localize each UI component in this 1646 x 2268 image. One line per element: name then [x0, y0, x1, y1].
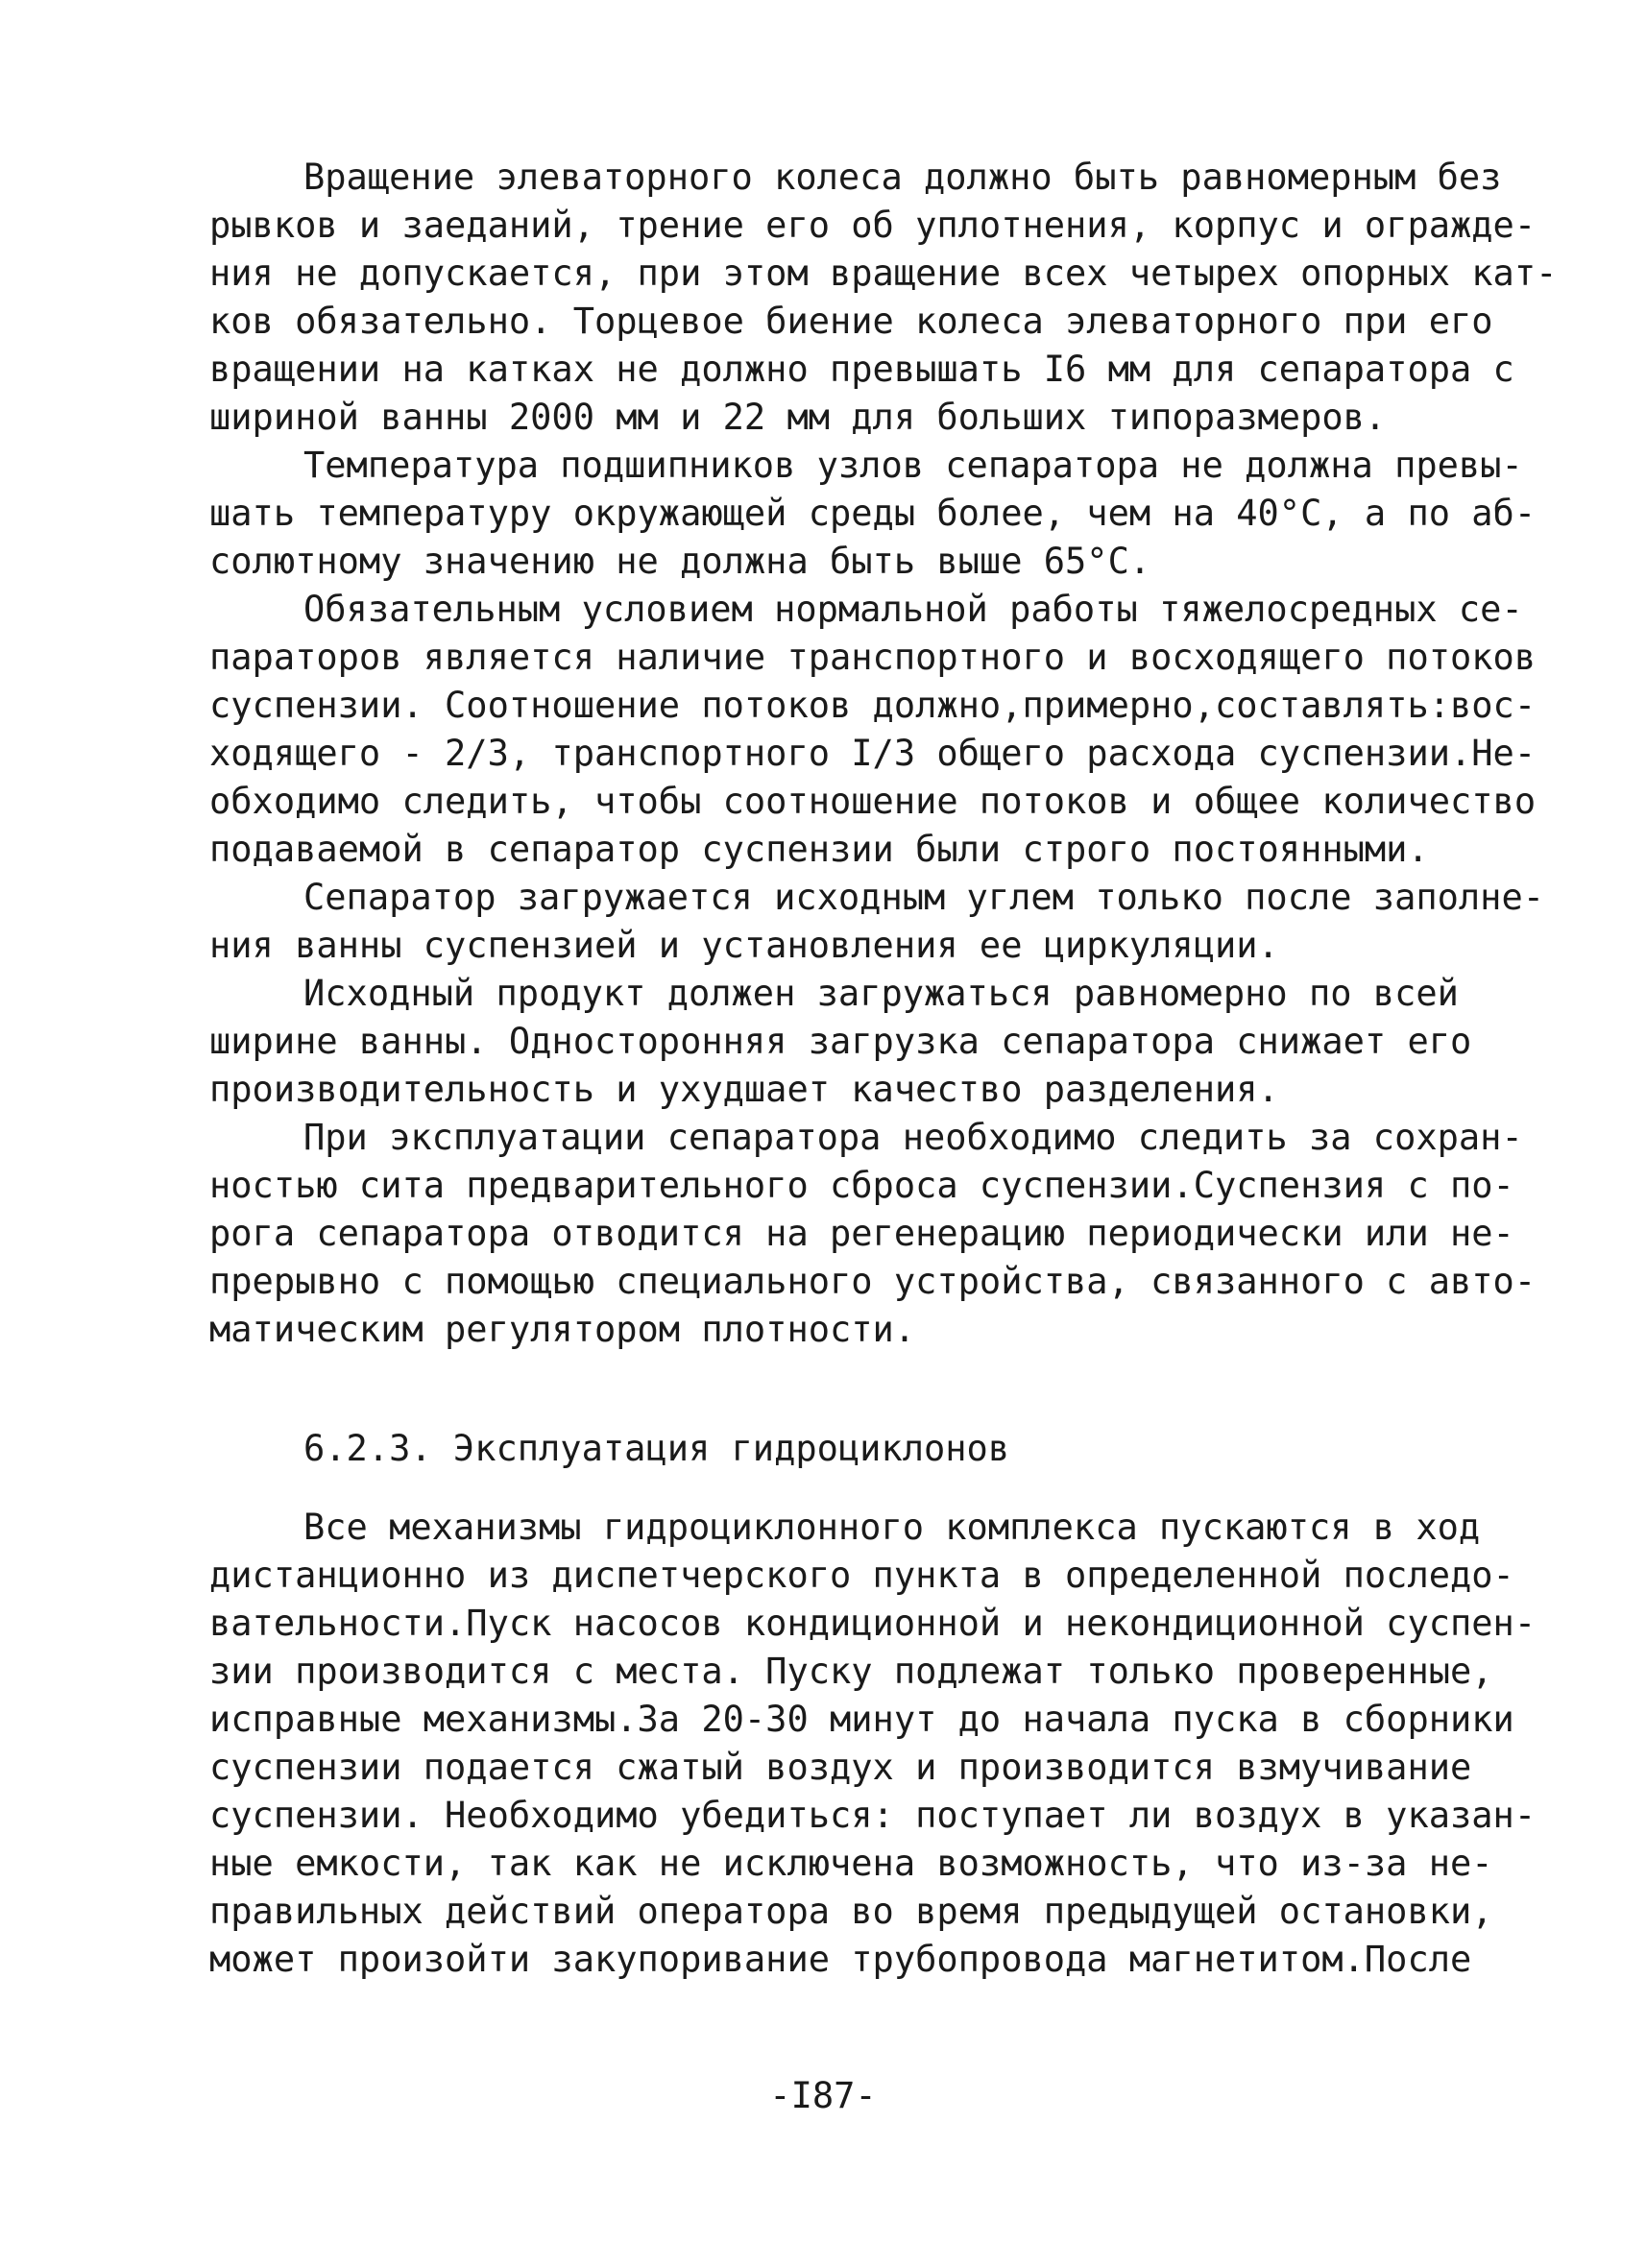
paragraph [209, 1114, 1537, 1354]
text-line: вательности.Пуск насосов кондиционной и некондиционной суспен- [209, 1603, 1537, 1644]
text-line: шириной ванны 2000 мм и 22 мм для больших типоразмеров. [209, 397, 1387, 438]
paragraph [209, 154, 1558, 442]
paragraph [209, 1504, 1537, 1984]
paragraph [209, 586, 1537, 874]
text-line: ния не допускается, при этом вращение всех четырех опорных кат- [209, 253, 1558, 294]
text-line: ные емкости, так как не исключена возможность, что из-за не- [209, 1843, 1493, 1884]
section-heading: 6.2.3. Эксплуатация гидроциклонов [303, 1428, 1010, 1469]
text-line: исправные механизмы.За 20-30 минут до начала пуска в сборники [209, 1699, 1514, 1740]
text-line: рога сепаратора отводится на регенерацию периодически или не- [209, 1213, 1514, 1254]
text-line: Исходный продукт должен загружаться равномерно по всей [303, 973, 1459, 1014]
text-line: шать температуру окружающей среды более, чем на 40°С, а по аб- [209, 493, 1537, 534]
body-text-part-2 [209, 1504, 1537, 1984]
text-line: Все механизмы гидроциклонного комплекса пускаются в ход [303, 1507, 1481, 1548]
text-line: правильных действий оператора во время предыдущей остановки, [209, 1891, 1493, 1932]
text-line: При эксплуатации сепаратора необходимо следить за сохран- [303, 1117, 1523, 1158]
body-text-part-1 [209, 154, 1558, 1354]
text-line: ходящего - 2/3, транспортного I/3 общего расхода суспензии.Не- [209, 733, 1537, 774]
text-line: подаваемой в сепаратор суспензии были строго постоянными. [209, 829, 1429, 870]
text-line: Обязательным условием нормальной работы тяжелосредных се- [303, 589, 1523, 630]
paragraph [209, 970, 1472, 1114]
text-line: обходимо следить, чтобы соотношение потоков и общее количество [209, 781, 1537, 822]
text-line: вращении на катках не должно превышать I6 мм для сепаратора с [209, 349, 1514, 390]
text-line: производительность и ухудшает качество разделения. [209, 1069, 1279, 1110]
text-line: суспензии. Соотношение потоков должно,примерно,составлять:вос- [209, 685, 1537, 726]
text-line: Вращение элеваторного колеса должно быть равномерным без [303, 157, 1502, 198]
text-line: солютному значению не должна быть выше 65°С. [209, 541, 1151, 582]
text-line: рывков и заеданий, трение его об уплотнения, корпус и огражде- [209, 205, 1537, 246]
text-line: суспензии подается сжатый воздух и производится взмучивание [209, 1747, 1472, 1788]
text-line: дистанционно из диспетчерского пункта в определенной последо- [209, 1555, 1514, 1596]
text-line: матическим регулятором плотности. [209, 1309, 916, 1350]
text-line: параторов является наличие транспортного и восходящего потоков [209, 637, 1537, 678]
page-number: -I87- [769, 2075, 877, 2116]
paragraph [209, 874, 1545, 970]
text-line: Температура подшипников узлов сепаратора не должна превы- [303, 445, 1523, 486]
text-line: прерывно с помощью специального устройства, связанного с авто- [209, 1261, 1537, 1302]
text-line: может произойти закупоривание трубопровода магнетитом.После [209, 1939, 1472, 1980]
text-line: Сепаратор загружается исходным углем только после заполне- [303, 877, 1545, 918]
text-line: зии производится с места. Пуску подлежат только проверенные, [209, 1651, 1493, 1692]
text-line: ния ванны суспензией и установления ее циркуляции. [209, 925, 1279, 966]
text-line: ностью сита предварительного сброса суспензии.Суспензия с по- [209, 1165, 1514, 1206]
text-line: ширине ванны. Односторонняя загрузка сепаратора снижает его [209, 1021, 1472, 1062]
text-line: ков обязательно. Торцевое биение колеса элеваторного при его [209, 301, 1493, 342]
paragraph [209, 442, 1537, 586]
text-line: суспензии. Необходимо убедиться: поступает ли воздух в указан- [209, 1795, 1537, 1836]
